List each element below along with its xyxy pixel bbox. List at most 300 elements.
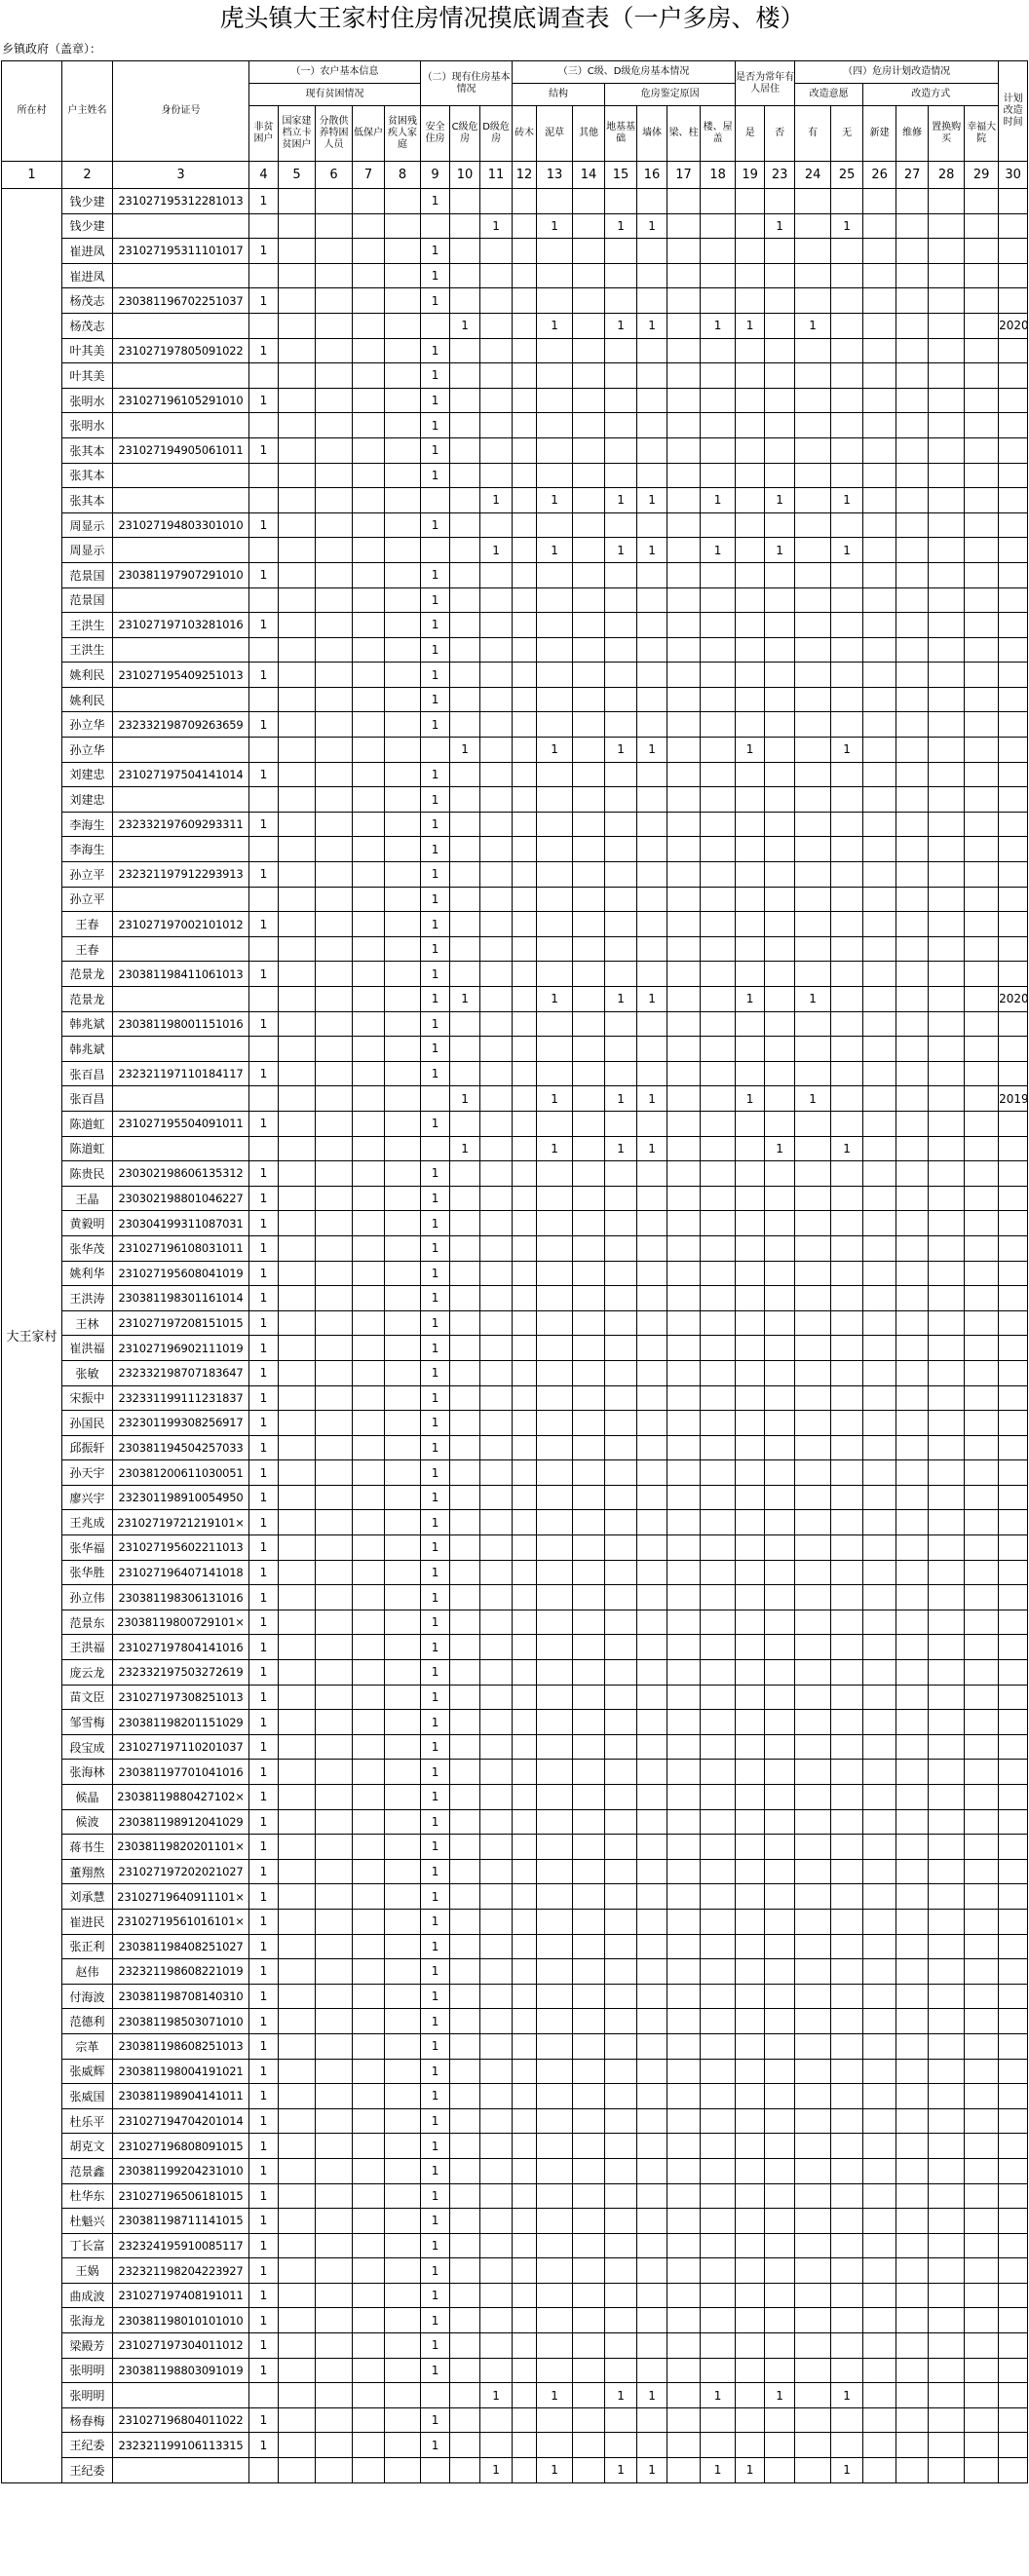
cell-col-18	[667, 189, 701, 214]
cell-col-16	[605, 1360, 637, 1385]
cell-col-24	[765, 1585, 795, 1610]
cell-col-9: 1	[421, 1884, 450, 1910]
cell-col-28	[896, 936, 929, 962]
cell-col-25	[795, 189, 831, 214]
id-number: 230381197907291010	[113, 562, 249, 587]
cell-col-8	[385, 1959, 421, 1985]
cell-col-6	[316, 1011, 353, 1037]
householder-name: 姚利民	[62, 663, 113, 688]
cell-col-6	[316, 1261, 353, 1286]
cell-col-19	[701, 1086, 736, 1112]
cell-col-8	[385, 2458, 421, 2483]
cell-col-7	[353, 2283, 385, 2308]
id-number	[113, 2458, 249, 2483]
cell-col-23	[736, 413, 765, 438]
cell-col-18	[667, 413, 701, 438]
cell-col-27	[863, 388, 896, 413]
cell-col-11	[450, 463, 480, 488]
cell-col-8	[385, 687, 421, 712]
table-row	[2, 1909, 1028, 1934]
cell-col-4: 1	[249, 2183, 279, 2209]
cell-col-27	[863, 1835, 896, 1860]
cell-col-30	[965, 1535, 999, 1561]
cell-col-8	[385, 1909, 421, 1934]
cell-col-7	[353, 1061, 385, 1086]
cell-col-4	[249, 1086, 279, 1112]
cell-col-5	[279, 1235, 316, 1261]
cell-col-8	[385, 2383, 421, 2408]
cell-col-11	[450, 887, 480, 912]
cell-col-9: 1	[421, 2258, 450, 2284]
cell-col-18	[667, 837, 701, 862]
cell-col-30	[965, 587, 999, 613]
cell-col-27	[863, 512, 896, 538]
cell-col-13	[513, 512, 537, 538]
cell-col-16	[605, 2134, 637, 2159]
cell-col-11	[450, 2308, 480, 2333]
cell-col-31	[999, 862, 1028, 888]
cell-col-11	[450, 1535, 480, 1561]
cell-col-17	[637, 1310, 667, 1336]
householder-name: 廖兴宇	[62, 1485, 113, 1510]
householder-name: 叶其美	[62, 363, 113, 389]
cell-col-14	[537, 787, 573, 813]
table-row	[2, 263, 1028, 288]
cell-col-5	[279, 1435, 316, 1460]
cell-col-12	[480, 1959, 513, 1985]
cell-col-18	[667, 1385, 701, 1411]
cell-col-28	[896, 2283, 929, 2308]
cell-col-11	[450, 562, 480, 587]
cell-col-16	[605, 263, 637, 288]
id-number: 231027196506181015	[113, 2183, 249, 2209]
cell-col-7	[353, 1485, 385, 1510]
cell-col-7	[353, 2009, 385, 2034]
cell-col-29	[929, 1635, 965, 1660]
cell-col-8	[385, 2308, 421, 2333]
cell-col-5	[279, 1660, 316, 1686]
cell-col-15	[573, 1660, 605, 1686]
cell-col-12	[480, 413, 513, 438]
cell-col-6	[316, 1710, 353, 1735]
cell-col-28	[896, 2033, 929, 2059]
cell-col-23	[736, 1734, 765, 1760]
cell-col-26	[831, 388, 863, 413]
cell-col-18	[667, 887, 701, 912]
cell-col-25	[795, 712, 831, 738]
cell-col-12	[480, 1460, 513, 1486]
cell-col-12	[480, 562, 513, 587]
table-row	[2, 2333, 1028, 2359]
cell-col-7	[353, 587, 385, 613]
col-number: 8	[385, 162, 421, 189]
cell-col-23	[736, 1809, 765, 1835]
cell-col-8	[385, 1510, 421, 1535]
cell-col-28	[896, 1809, 929, 1835]
cell-col-27	[863, 1435, 896, 1460]
cell-col-8	[385, 538, 421, 563]
householder-name: 董翔熬	[62, 1859, 113, 1884]
cell-col-18	[667, 912, 701, 937]
cell-col-25	[795, 1186, 831, 1211]
cell-col-30	[965, 1984, 999, 2009]
cell-col-12	[480, 288, 513, 314]
cell-col-7	[353, 1336, 385, 1361]
cell-col-16: 1	[605, 313, 637, 338]
cell-col-28	[896, 239, 929, 264]
cell-col-5	[279, 2407, 316, 2433]
table-row	[2, 2407, 1028, 2433]
cell-col-9: 1	[421, 1934, 450, 1959]
cell-col-24	[765, 463, 795, 488]
cell-col-16	[605, 1385, 637, 1411]
cell-col-16	[605, 1510, 637, 1535]
cell-col-8	[385, 239, 421, 264]
cell-col-12	[480, 1635, 513, 1660]
cell-col-18	[667, 488, 701, 513]
cell-col-27	[863, 2407, 896, 2433]
cell-col-29	[929, 587, 965, 613]
cell-col-31	[999, 1261, 1028, 1286]
cell-col-4: 1	[249, 1710, 279, 1735]
cell-col-17	[637, 2108, 667, 2134]
cell-col-28	[896, 1535, 929, 1561]
table-row	[2, 637, 1028, 663]
householder-name: 张其本	[62, 437, 113, 463]
cell-col-12	[480, 1610, 513, 1635]
cell-col-15	[573, 512, 605, 538]
cell-col-13	[513, 463, 537, 488]
householder-name: 周显示	[62, 538, 113, 563]
table-row	[2, 338, 1028, 363]
cell-col-31	[999, 1560, 1028, 1585]
cell-col-15	[573, 712, 605, 738]
cell-col-23	[736, 1336, 765, 1361]
cell-col-14	[537, 663, 573, 688]
cell-col-29	[929, 538, 965, 563]
cell-col-27	[863, 313, 896, 338]
cell-col-25	[795, 1660, 831, 1686]
cell-col-7	[353, 1560, 385, 1585]
col-number: 11	[480, 162, 513, 189]
col-number: 4	[249, 162, 279, 189]
cell-col-16: 1	[605, 2458, 637, 2483]
table-row	[2, 1336, 1028, 1361]
cell-col-30	[965, 2134, 999, 2159]
cell-col-23	[736, 962, 765, 987]
cell-col-9: 1	[421, 936, 450, 962]
cell-col-28	[896, 1835, 929, 1860]
table-row	[2, 1161, 1028, 1187]
id-number	[113, 263, 249, 288]
cell-col-17	[637, 1061, 667, 1086]
cell-col-26	[831, 712, 863, 738]
cell-col-14	[537, 613, 573, 638]
cell-col-28	[896, 2059, 929, 2084]
householder-name: 范景国	[62, 587, 113, 613]
cell-col-26	[831, 2283, 863, 2308]
cell-col-16	[605, 1560, 637, 1585]
cell-col-27	[863, 1785, 896, 1810]
cell-col-16	[605, 887, 637, 912]
cell-col-12	[480, 2333, 513, 2359]
cell-col-5	[279, 1809, 316, 1835]
cell-col-15	[573, 837, 605, 862]
cell-col-8	[385, 2108, 421, 2134]
cell-col-13	[513, 2158, 537, 2183]
cell-col-26: 1	[831, 1136, 863, 1161]
cell-col-30	[965, 1011, 999, 1037]
cell-col-24	[765, 1086, 795, 1112]
cell-col-13	[513, 1161, 537, 1187]
cell-col-4: 1	[249, 663, 279, 688]
cell-col-15	[573, 1909, 605, 1934]
cell-col-19	[701, 1286, 736, 1311]
cell-col-17	[637, 862, 667, 888]
cell-col-6	[316, 613, 353, 638]
cell-col-7	[353, 1385, 385, 1411]
cell-col-29	[929, 437, 965, 463]
cell-col-19	[701, 1785, 736, 1810]
col-number: 2	[62, 162, 113, 189]
cell-col-13	[513, 213, 537, 239]
cell-col-26	[831, 1186, 863, 1211]
cell-col-31	[999, 1635, 1028, 1660]
cell-col-6	[316, 1959, 353, 1985]
cell-col-25	[795, 812, 831, 837]
cell-col-30	[965, 2333, 999, 2359]
cell-col-26	[831, 2258, 863, 2284]
cell-col-13	[513, 837, 537, 862]
cell-col-5	[279, 488, 316, 513]
cell-col-8	[385, 1884, 421, 1910]
cell-col-29	[929, 2209, 965, 2234]
cell-col-24	[765, 2183, 795, 2209]
householder-name: 候波	[62, 1809, 113, 1835]
cell-col-19	[701, 738, 736, 763]
cell-col-30	[965, 1111, 999, 1136]
cell-col-8	[385, 887, 421, 912]
cell-col-19	[701, 2183, 736, 2209]
cell-col-18	[667, 1336, 701, 1361]
id-number: 231027195311101017	[113, 239, 249, 264]
cell-col-11	[450, 1310, 480, 1336]
cell-col-18	[667, 1635, 701, 1660]
cell-col-12	[480, 1111, 513, 1136]
cell-col-17	[637, 762, 667, 787]
cell-col-24	[765, 2407, 795, 2433]
householder-name: 范德利	[62, 2009, 113, 2034]
householder-name: 张正利	[62, 1934, 113, 1959]
cell-col-15	[573, 2033, 605, 2059]
cell-col-5	[279, 712, 316, 738]
cell-col-13	[513, 1685, 537, 1710]
cell-col-30	[965, 1884, 999, 1910]
cell-col-11	[450, 1760, 480, 1785]
cell-col-8	[385, 1635, 421, 1660]
id-number: 231027197208151015	[113, 1310, 249, 1336]
cell-col-31	[999, 663, 1028, 688]
cell-col-29	[929, 1435, 965, 1460]
cell-col-16: 1	[605, 987, 637, 1012]
cell-col-29	[929, 712, 965, 738]
cell-col-25	[795, 1261, 831, 1286]
table-row	[2, 587, 1028, 613]
cell-col-23	[736, 1835, 765, 1860]
cell-col-8	[385, 1061, 421, 1086]
cell-col-11	[450, 1111, 480, 1136]
cell-col-17	[637, 1161, 667, 1187]
cell-col-23	[736, 2258, 765, 2284]
table-row	[2, 2209, 1028, 2234]
cell-col-5	[279, 1286, 316, 1311]
cell-col-17	[637, 1235, 667, 1261]
cell-col-16	[605, 1061, 637, 1086]
cell-col-25	[795, 1785, 831, 1810]
cell-col-30	[965, 2183, 999, 2209]
cell-col-28	[896, 762, 929, 787]
id-number	[113, 488, 249, 513]
cell-col-25	[795, 1061, 831, 1086]
cell-col-27	[863, 2059, 896, 2084]
cell-col-7	[353, 762, 385, 787]
cell-col-14	[537, 812, 573, 837]
cell-col-8	[385, 2283, 421, 2308]
cell-col-25	[795, 562, 831, 587]
cell-col-19	[701, 712, 736, 738]
cell-col-31	[999, 1510, 1028, 1535]
cell-col-19	[701, 862, 736, 888]
cell-col-23	[736, 862, 765, 888]
col-number: 17	[667, 162, 701, 189]
cell-col-30	[965, 738, 999, 763]
cell-col-4: 1	[249, 1011, 279, 1037]
cell-col-23	[736, 1535, 765, 1561]
cell-col-16	[605, 862, 637, 888]
cell-col-5	[279, 1411, 316, 1436]
cell-col-29	[929, 288, 965, 314]
householder-name: 张华茂	[62, 1235, 113, 1261]
cell-col-19: 1	[701, 313, 736, 338]
cell-col-28	[896, 1635, 929, 1660]
cell-col-25	[795, 2433, 831, 2458]
cell-col-5	[279, 1136, 316, 1161]
cell-col-28	[896, 1261, 929, 1286]
cell-col-28	[896, 2258, 929, 2284]
id-number: 231027194704201014	[113, 2108, 249, 2134]
cell-col-8	[385, 1411, 421, 1436]
cell-col-26	[831, 1310, 863, 1336]
cell-col-29	[929, 1660, 965, 1686]
col-number: 25	[831, 162, 863, 189]
cell-col-19	[701, 189, 736, 214]
cell-col-27	[863, 239, 896, 264]
cell-col-24	[765, 837, 795, 862]
cell-col-27	[863, 2358, 896, 2383]
cell-col-25	[795, 687, 831, 712]
householder-name: 姚利民	[62, 687, 113, 712]
householder-name: 叶其美	[62, 338, 113, 363]
cell-col-7	[353, 1211, 385, 1236]
cell-col-14	[537, 1984, 573, 2009]
householder-name: 张百昌	[62, 1086, 113, 1112]
cell-col-27	[863, 1360, 896, 1385]
cell-col-18	[667, 1760, 701, 1785]
table-row	[2, 1859, 1028, 1884]
cell-col-26	[831, 2407, 863, 2433]
cell-col-13	[513, 313, 537, 338]
cell-col-27	[863, 2433, 896, 2458]
cell-col-30	[965, 1785, 999, 1810]
cell-col-14	[537, 1909, 573, 1934]
cell-col-12	[480, 587, 513, 613]
cell-col-24	[765, 1660, 795, 1686]
cell-col-26	[831, 2134, 863, 2159]
cell-col-11	[450, 2134, 480, 2159]
cell-col-25	[795, 1685, 831, 1710]
cell-col-15	[573, 1685, 605, 1710]
cell-col-14	[537, 1560, 573, 1585]
cell-col-23	[736, 1884, 765, 1910]
table-row	[2, 862, 1028, 888]
cell-col-11: 1	[450, 1086, 480, 1112]
cell-col-26: 1	[831, 213, 863, 239]
cell-col-9: 1	[421, 1011, 450, 1037]
cell-col-30	[965, 837, 999, 862]
cell-col-5	[279, 1485, 316, 1510]
cell-col-11	[450, 2183, 480, 2209]
cell-col-19	[701, 787, 736, 813]
cell-col-23	[736, 1760, 765, 1785]
cell-col-9: 1	[421, 2407, 450, 2433]
cell-col-19	[701, 1610, 736, 1635]
cell-col-27	[863, 1460, 896, 1486]
cell-col-30	[965, 1037, 999, 1062]
cell-col-28	[896, 1011, 929, 1037]
id-number: 23102719561016101×	[113, 1909, 249, 1934]
cell-col-28	[896, 587, 929, 613]
cell-col-29	[929, 962, 965, 987]
cell-col-19	[701, 463, 736, 488]
cell-col-25	[795, 587, 831, 613]
cell-col-4: 1	[249, 388, 279, 413]
cell-col-8	[385, 837, 421, 862]
cell-col-6	[316, 2059, 353, 2084]
cell-col-28	[896, 1785, 929, 1810]
cell-col-13	[513, 2209, 537, 2234]
cell-col-25	[795, 1286, 831, 1311]
id-number: 231027195602211013	[113, 1535, 249, 1561]
householder-name: 孙立华	[62, 712, 113, 738]
cell-col-29	[929, 1809, 965, 1835]
cell-col-28	[896, 2084, 929, 2109]
cell-col-7	[353, 2333, 385, 2359]
cell-col-19	[701, 338, 736, 363]
cell-col-24	[765, 1485, 795, 1510]
householder-name: 孙立平	[62, 887, 113, 912]
cell-col-15	[573, 1460, 605, 1486]
cell-col-19	[701, 1734, 736, 1760]
cell-col-13	[513, 2134, 537, 2159]
householder-name: 张其本	[62, 488, 113, 513]
cell-col-25	[795, 1336, 831, 1361]
cell-col-16	[605, 1959, 637, 1985]
cell-col-24	[765, 2308, 795, 2333]
cell-col-23	[736, 762, 765, 787]
cell-col-29	[929, 787, 965, 813]
cell-col-5	[279, 837, 316, 862]
cell-col-17	[637, 1585, 667, 1610]
